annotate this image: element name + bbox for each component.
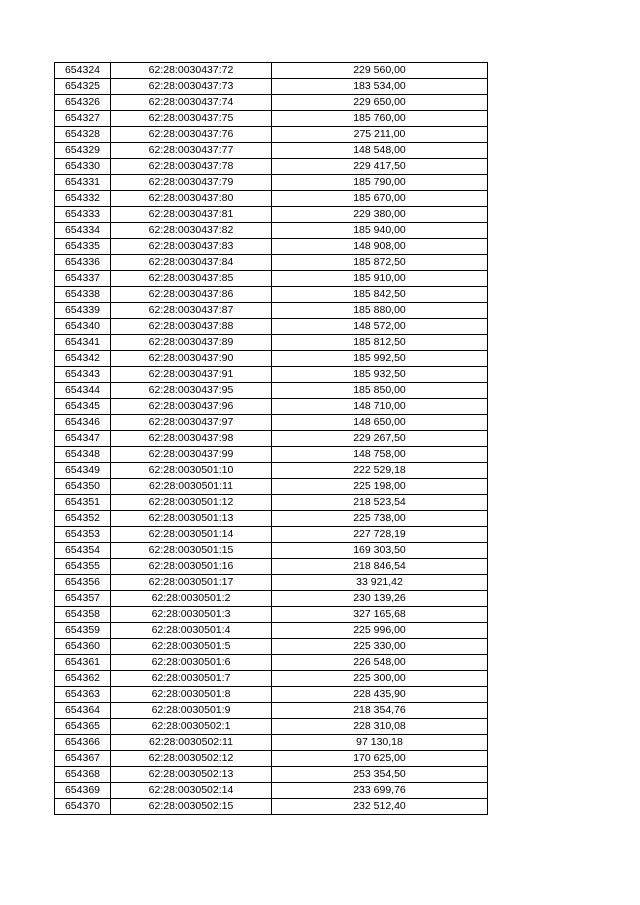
table-row — [55, 623, 488, 639]
table-row — [55, 687, 488, 703]
value-cell: 225 300,00 — [272, 671, 488, 687]
row-number-cell: 654358 — [55, 607, 111, 623]
cadastral-number-cell: 62:28:0030437:90 — [111, 351, 272, 367]
cadastral-number-cell: 62:28:0030437:80 — [111, 191, 272, 207]
cadastral-number-cell: 62:28:0030437:99 — [111, 447, 272, 463]
cadastral-number-cell: 62:28:0030437:77 — [111, 143, 272, 159]
value-cell: 148 908,00 — [272, 239, 488, 255]
value-cell: 225 738,00 — [272, 511, 488, 527]
row-number-cell: 654351 — [55, 495, 111, 511]
row-number-cell: 654332 — [55, 191, 111, 207]
table-row — [55, 495, 488, 511]
value-cell: 148 548,00 — [272, 143, 488, 159]
cadastral-number-cell: 62:28:0030501:9 — [111, 703, 272, 719]
table-row — [55, 303, 488, 319]
row-number-cell: 654342 — [55, 351, 111, 367]
table-row — [55, 191, 488, 207]
table-row — [55, 175, 488, 191]
value-cell: 218 523,54 — [272, 495, 488, 511]
table-row — [55, 383, 488, 399]
value-cell: 185 812,50 — [272, 335, 488, 351]
cadastral-number-cell: 62:28:0030437:86 — [111, 287, 272, 303]
cadastral-number-cell: 62:28:0030501:3 — [111, 607, 272, 623]
table-row — [55, 543, 488, 559]
row-number-cell: 654348 — [55, 447, 111, 463]
value-cell: 183 534,00 — [272, 79, 488, 95]
table-row — [55, 63, 488, 79]
value-cell: 230 139,26 — [272, 591, 488, 607]
table-row — [55, 143, 488, 159]
table-row — [55, 719, 488, 735]
table-row — [55, 527, 488, 543]
row-number-cell: 654330 — [55, 159, 111, 175]
row-number-cell: 654327 — [55, 111, 111, 127]
cadastral-number-cell: 62:28:0030437:82 — [111, 223, 272, 239]
table-body — [55, 63, 488, 815]
table-row — [55, 671, 488, 687]
row-number-cell: 654326 — [55, 95, 111, 111]
table-row — [55, 239, 488, 255]
table-row — [55, 767, 488, 783]
row-number-cell: 654339 — [55, 303, 111, 319]
value-cell: 218 354,76 — [272, 703, 488, 719]
cadastral-number-cell: 62:28:0030437:98 — [111, 431, 272, 447]
table-row — [55, 335, 488, 351]
value-cell: 228 310,08 — [272, 719, 488, 735]
row-number-cell: 654349 — [55, 463, 111, 479]
value-cell: 229 267,50 — [272, 431, 488, 447]
value-cell: 185 760,00 — [272, 111, 488, 127]
value-cell: 229 417,50 — [272, 159, 488, 175]
cadastral-number-cell: 62:28:0030437:81 — [111, 207, 272, 223]
row-number-cell: 654356 — [55, 575, 111, 591]
table-row — [55, 735, 488, 751]
row-number-cell: 654341 — [55, 335, 111, 351]
row-number-cell: 654347 — [55, 431, 111, 447]
row-number-cell: 654325 — [55, 79, 111, 95]
value-cell: 148 710,00 — [272, 399, 488, 415]
table-row — [55, 127, 488, 143]
value-cell: 226 548,00 — [272, 655, 488, 671]
cadastral-number-cell: 62:28:0030501:11 — [111, 479, 272, 495]
value-cell: 229 650,00 — [272, 95, 488, 111]
value-cell: 222 529,18 — [272, 463, 488, 479]
table-row — [55, 159, 488, 175]
cadastral-number-cell: 62:28:0030437:85 — [111, 271, 272, 287]
value-cell: 218 846,54 — [272, 559, 488, 575]
value-cell: 253 354,50 — [272, 767, 488, 783]
cadastral-number-cell: 62:28:0030437:83 — [111, 239, 272, 255]
cadastral-number-cell: 62:28:0030437:97 — [111, 415, 272, 431]
value-cell: 327 165,68 — [272, 607, 488, 623]
table-row — [55, 575, 488, 591]
table-row — [55, 463, 488, 479]
row-number-cell: 654359 — [55, 623, 111, 639]
cadastral-number-cell: 62:28:0030437:89 — [111, 335, 272, 351]
row-number-cell: 654344 — [55, 383, 111, 399]
cadastral-number-cell: 62:28:0030501:17 — [111, 575, 272, 591]
value-cell: 185 910,00 — [272, 271, 488, 287]
cadastral-number-cell: 62:28:0030501:14 — [111, 527, 272, 543]
row-number-cell: 654331 — [55, 175, 111, 191]
cadastral-number-cell: 62:28:0030501:2 — [111, 591, 272, 607]
table-row — [55, 95, 488, 111]
cadastral-number-cell: 62:28:0030437:74 — [111, 95, 272, 111]
row-number-cell: 654354 — [55, 543, 111, 559]
value-cell: 232 512,40 — [272, 799, 488, 815]
table-row — [55, 783, 488, 799]
value-cell: 185 880,00 — [272, 303, 488, 319]
cadastral-number-cell: 62:28:0030437:88 — [111, 319, 272, 335]
row-number-cell: 654328 — [55, 127, 111, 143]
row-number-cell: 654365 — [55, 719, 111, 735]
value-cell: 229 380,00 — [272, 207, 488, 223]
table-row — [55, 271, 488, 287]
table-row — [55, 751, 488, 767]
cadastral-number-cell: 62:28:0030502:1 — [111, 719, 272, 735]
cadastral-number-cell: 62:28:0030437:78 — [111, 159, 272, 175]
table-row — [55, 399, 488, 415]
table-row — [55, 607, 488, 623]
value-cell: 185 872,50 — [272, 255, 488, 271]
row-number-cell: 654340 — [55, 319, 111, 335]
row-number-cell: 654360 — [55, 639, 111, 655]
value-cell: 185 940,00 — [272, 223, 488, 239]
row-number-cell: 654324 — [55, 63, 111, 79]
value-cell: 227 728,19 — [272, 527, 488, 543]
cadastral-number-cell: 62:28:0030437:91 — [111, 367, 272, 383]
cadastral-number-cell: 62:28:0030502:15 — [111, 799, 272, 815]
row-number-cell: 654369 — [55, 783, 111, 799]
row-number-cell: 654350 — [55, 479, 111, 495]
cadastral-number-cell: 62:28:0030501:4 — [111, 623, 272, 639]
table-row — [55, 319, 488, 335]
table-row — [55, 511, 488, 527]
cadastral-number-cell: 62:28:0030501:7 — [111, 671, 272, 687]
table-row — [55, 255, 488, 271]
cadastral-number-cell: 62:28:0030437:72 — [111, 63, 272, 79]
value-cell: 170 625,00 — [272, 751, 488, 767]
table-row — [55, 591, 488, 607]
cadastral-number-cell: 62:28:0030501:12 — [111, 495, 272, 511]
cadastral-number-cell: 62:28:0030502:14 — [111, 783, 272, 799]
value-cell: 185 790,00 — [272, 175, 488, 191]
value-cell: 185 670,00 — [272, 191, 488, 207]
cadastral-number-cell: 62:28:0030437:73 — [111, 79, 272, 95]
value-cell: 225 996,00 — [272, 623, 488, 639]
value-cell: 33 921,42 — [272, 575, 488, 591]
row-number-cell: 654355 — [55, 559, 111, 575]
cadastral-number-cell: 62:28:0030502:11 — [111, 735, 272, 751]
cadastral-number-cell: 62:28:0030502:13 — [111, 767, 272, 783]
value-cell: 169 303,50 — [272, 543, 488, 559]
row-number-cell: 654337 — [55, 271, 111, 287]
cadastral-number-cell: 62:28:0030501:5 — [111, 639, 272, 655]
value-cell: 185 992,50 — [272, 351, 488, 367]
value-cell: 185 850,00 — [272, 383, 488, 399]
value-cell: 148 758,00 — [272, 447, 488, 463]
table-row — [55, 415, 488, 431]
cadastral-number-cell: 62:28:0030501:8 — [111, 687, 272, 703]
value-cell: 275 211,00 — [272, 127, 488, 143]
table-row — [55, 111, 488, 127]
row-number-cell: 654333 — [55, 207, 111, 223]
value-cell: 97 130,18 — [272, 735, 488, 751]
cadastral-number-cell: 62:28:0030501:16 — [111, 559, 272, 575]
value-cell: 185 842,50 — [272, 287, 488, 303]
table-row — [55, 431, 488, 447]
row-number-cell: 654362 — [55, 671, 111, 687]
table-row — [55, 447, 488, 463]
row-number-cell: 654363 — [55, 687, 111, 703]
value-cell: 229 560,00 — [272, 63, 488, 79]
cadastral-number-cell: 62:28:0030437:96 — [111, 399, 272, 415]
row-number-cell: 654336 — [55, 255, 111, 271]
row-number-cell: 654367 — [55, 751, 111, 767]
row-number-cell: 654338 — [55, 287, 111, 303]
data-table — [54, 62, 488, 815]
row-number-cell: 654364 — [55, 703, 111, 719]
row-number-cell: 654370 — [55, 799, 111, 815]
row-number-cell: 654368 — [55, 767, 111, 783]
value-cell: 148 572,00 — [272, 319, 488, 335]
table-row — [55, 351, 488, 367]
value-cell: 225 330,00 — [272, 639, 488, 655]
table-row — [55, 479, 488, 495]
row-number-cell: 654357 — [55, 591, 111, 607]
table-row — [55, 223, 488, 239]
row-number-cell: 654346 — [55, 415, 111, 431]
table-row — [55, 287, 488, 303]
cadastral-number-cell: 62:28:0030501:6 — [111, 655, 272, 671]
cadastral-number-cell: 62:28:0030502:12 — [111, 751, 272, 767]
cadastral-number-cell: 62:28:0030501:15 — [111, 543, 272, 559]
value-cell: 228 435,90 — [272, 687, 488, 703]
row-number-cell: 654361 — [55, 655, 111, 671]
cadastral-number-cell: 62:28:0030437:95 — [111, 383, 272, 399]
table-row — [55, 367, 488, 383]
cadastral-number-cell: 62:28:0030437:79 — [111, 175, 272, 191]
cadastral-number-cell: 62:28:0030437:87 — [111, 303, 272, 319]
value-cell: 148 650,00 — [272, 415, 488, 431]
row-number-cell: 654334 — [55, 223, 111, 239]
cadastral-number-cell: 62:28:0030437:75 — [111, 111, 272, 127]
row-number-cell: 654343 — [55, 367, 111, 383]
table-row — [55, 207, 488, 223]
table-row — [55, 655, 488, 671]
value-cell: 185 932,50 — [272, 367, 488, 383]
value-cell: 225 198,00 — [272, 479, 488, 495]
value-cell: 233 699,76 — [272, 783, 488, 799]
table-row — [55, 799, 488, 815]
row-number-cell: 654345 — [55, 399, 111, 415]
row-number-cell: 654353 — [55, 527, 111, 543]
cadastral-number-cell: 62:28:0030437:76 — [111, 127, 272, 143]
row-number-cell: 654352 — [55, 511, 111, 527]
cadastral-number-cell: 62:28:0030501:13 — [111, 511, 272, 527]
table-row — [55, 639, 488, 655]
row-number-cell: 654366 — [55, 735, 111, 751]
table-row — [55, 559, 488, 575]
table-row — [55, 79, 488, 95]
row-number-cell: 654329 — [55, 143, 111, 159]
row-number-cell: 654335 — [55, 239, 111, 255]
cadastral-number-cell: 62:28:0030501:10 — [111, 463, 272, 479]
cadastral-number-cell: 62:28:0030437:84 — [111, 255, 272, 271]
table-row — [55, 703, 488, 719]
